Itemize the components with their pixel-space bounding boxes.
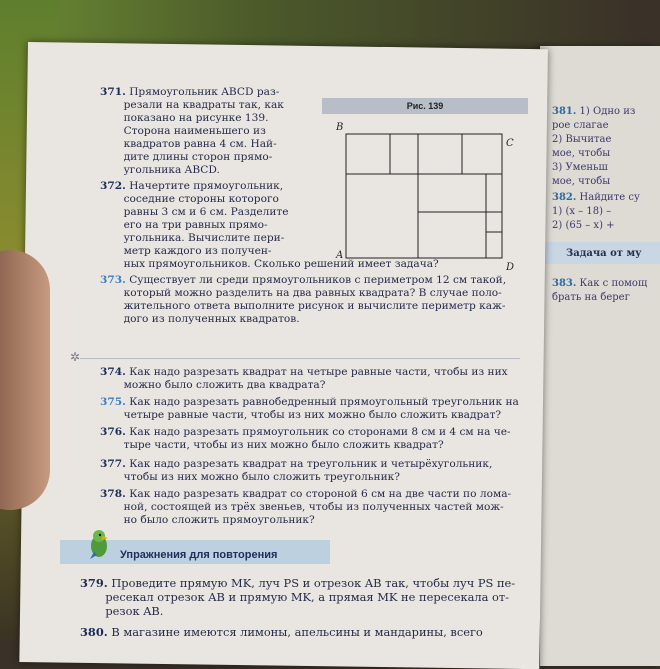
problem-376: 376. Как надо разрезать прямоугольник со сторонами 8 см и 4 см на че- тыре части, чтобы из них можно было сложить квадрат? (100, 426, 511, 451)
right-line-1: 381. 1) Одно из (552, 106, 636, 117)
problem-373: 373. Существует ли среди прямоугольников с периметром 12 см такой, который можно разделить на два равных квадрата? В случае поло- жительного ответа выполните рисунок и вычислите периметр каж- дого из полученных квадратов. (100, 274, 507, 325)
problem-380: 380. В магазине имеются лимоны, апельсины и мандарины, всего (80, 625, 483, 639)
problem-372: 372. Начертите прямоугольник, соседние стороны которого равны 3 см и 6 см. Разделите его на три равных прямо- угольника. Вычислите пери- метр каждого из получен- ных прямоугольников. Сколько решений имеет задача? (100, 180, 439, 270)
right-line-9: 2) (65 – x) + (552, 220, 615, 231)
label-a: A (336, 250, 344, 261)
label-c: C (506, 138, 514, 149)
problem-375: 375. Как надо разрезать равнобедренный прямоугольный треугольник на четыре равные части, чтобы из них можно было сложить квадрат? (100, 396, 519, 421)
right-line-7: 382. Найдите су (552, 192, 640, 203)
figure-caption: Рис. 139 (322, 98, 528, 114)
problem-377: 377. Как надо разрезать квадрат на треугольник и четырёхугольник, чтобы из них можно было сложить треугольник? (100, 458, 493, 483)
section-divider (80, 358, 520, 359)
thumb (0, 250, 50, 510)
section-heading: Упражнения для повторения (120, 549, 278, 561)
right-line-2: рое слагае (552, 120, 609, 131)
label-d: D (506, 262, 515, 273)
right-section-title: Задача от му (566, 248, 642, 259)
right-line-6: мое, чтобы (552, 176, 611, 187)
label-b: B (336, 122, 344, 133)
right-line-10: 383. Как с помощ (552, 278, 648, 289)
problem-379: 379. Проведите прямую MK, луч PS и отрезок AB так, чтобы луч PS пе- ресекал отрезок AB и прямую MK, а прямая MK не пересекала от- резок AB. (80, 576, 516, 618)
right-line-5: 3) Уменьш (552, 162, 608, 173)
parrot-icon (86, 528, 112, 560)
problem-378: 378. Как надо разрезать квадрат со стороной 6 см на две части по лома- ной, состоящей из трёх звеньев, чтобы из полученных частей мож- но было сложить прямоугольник? (100, 488, 512, 526)
problem-374: 374. Как надо разрезать квадрат на четыре равные части, чтобы из них можно было сложить два квадрата? (100, 366, 508, 391)
right-line-4: мое, чтобы (552, 148, 611, 159)
right-page (540, 46, 660, 666)
right-line-8: 1) (x – 18) – (552, 206, 612, 217)
right-line-3: 2) Вычитае (552, 134, 612, 145)
star-icon: ✲ (70, 350, 81, 364)
problem-371: 371. Прямоугольник ABCD раз- резали на квадраты так, как показано на рисунке 139. Сторона наименьшего из квадратов равна 4 см. Най- дите длины сторон прямо- угольника ABCD. (100, 86, 284, 176)
right-line-11: брать на берег (552, 292, 630, 303)
